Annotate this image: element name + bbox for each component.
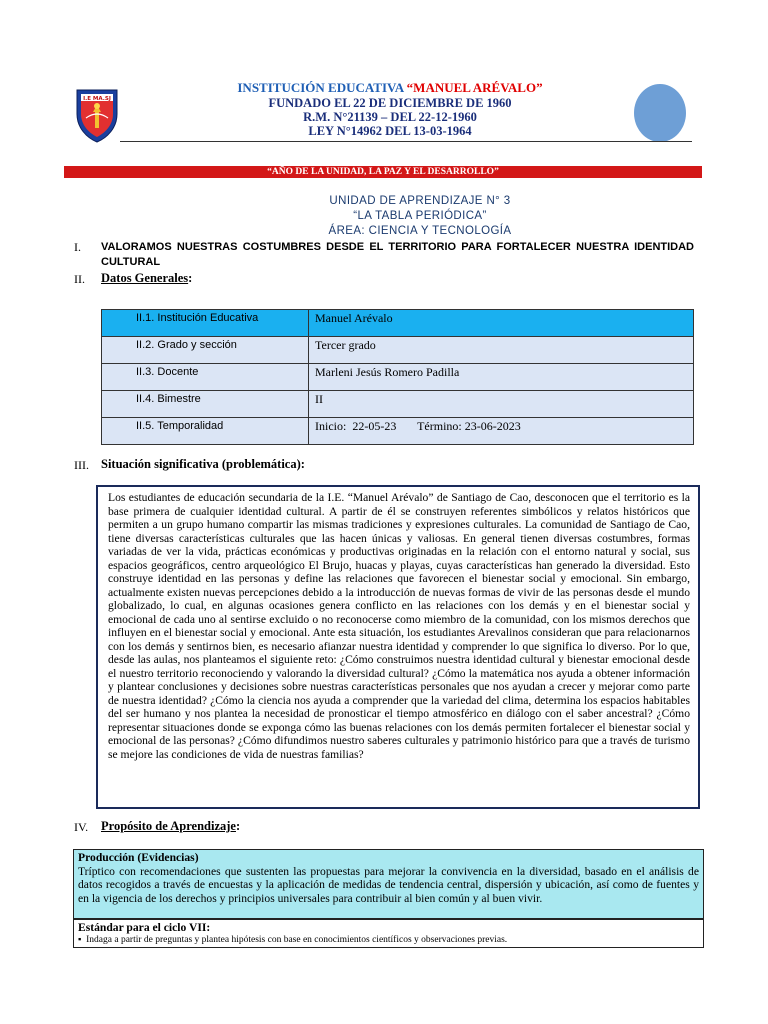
table-value: Inicio: 22-05-23 Término: 23-06-2023 <box>309 418 694 445</box>
standard-title: Estándar para el ciclo VII: <box>78 921 211 934</box>
table-label: II.5. Temporalidad <box>102 418 309 445</box>
table-row <box>102 337 694 364</box>
standard-item <box>78 934 699 947</box>
section4-colon: : <box>235 819 241 833</box>
section4-title: Propósito de Aprendizaje <box>101 819 236 833</box>
unit-area: ÁREA: CIENCIA Y TECNOLOGÍA <box>328 225 512 237</box>
section3-heading: Situación significativa (problemática): <box>101 457 305 471</box>
standard-box <box>73 919 704 948</box>
table-value: Marleni Jesús Romero Padilla <box>309 364 694 391</box>
year-banner: “AÑO DE LA UNIDAD, LA PAZ Y EL DESARROLLO” <box>64 166 702 178</box>
table-row <box>102 364 694 391</box>
table-label: II.1. Institución Educativa <box>102 310 309 337</box>
unit-number: UNIDAD DE APRENDIZAJE N° 3 <box>329 195 511 207</box>
rm-line: R.M. N°21139 – DEL 22-12-1960 <box>303 110 477 124</box>
table-value: Tercer grado <box>309 337 694 364</box>
table-label: II.2. Grado y sección <box>102 337 309 364</box>
table-row <box>102 418 694 445</box>
section4-number: IV. <box>74 820 89 834</box>
section1-heading: VALORAMOS NUESTRAS COSTUMBRES DESDE EL TERRITORIO PARA FORTALECER NUESTRA IDENTIDAD CULTURAL <box>101 241 694 268</box>
standard-item-text: Indaga a partir de preguntas y plantea hipótesis con base en conocimientos científicos y observaciones previas. <box>86 935 508 945</box>
table-row <box>102 391 694 418</box>
situation-text-box: Los estudiantes de educación secundaria de la I.E. “Manuel Arévalo” de Santiago de Cao, desconocen que el territorio es la base primera de cualquier identidad cultural. A partir de él se construyen referentes simbólicos y relatos históricos que permiten a un grupo humano compartir las mismas tradiciones y expresiones culturales. La comunidad de Santiago de Cao, tiene diversas características culturales que las hacen únicas y valiosas. En general tienen diversas costumbres, formas variadas de ver la vida, prácticas económicas y productivas originadas en la relación con el entorno natural y social, sus espacios geográficos, centro arqueológico El Brujo, huacas y playas, cuyas características han generado la diversidad. Esto construye identidad en las personas y define las relaciones que favorecen el bienestar social y emocional. Sin embargo, actualmente existen nuevas percepciones debido a la introducción de nuevas formas de vivir de las personas desde el mundo globalizado, lo cual, en algunas ocasiones genera conflicto en las relaciones con los demás y en el bienestar social y emocional de cada uno al sentirse excluido o no reconocerse como miembro de la comunidad, con los mismos derechos que influyen en el bienestar social y emocional. Ante esta situación, los estudiantes Arevalinos consideran que para relacionarnos con los demás y sentirnos bien, es necesario afianzar nuestra identidad y comprender lo que significa lo diverso. Por lo que, desde las aulas, nos planteamos el siguiente reto: ¿Cómo construimos nuestra identidad cultural y bienestar emocional desde el nuestro territorio reconociendo y valorando la diversidad cultural? ¿Cómo la matemática nos ayuda a obtener información y plantear conclusiones y decisiones sobre nuestras características personales que nos ayudan a crecer y mejorar como parte de nuestra identidad? ¿Cómo la ciencia nos ayuda a comprender que la variedad del clima, determina los espacios habitables del ser humano y nos plantea la necesidad de pronosticar el tiempo atmosférico en diálogo con el saber ancestral? ¿Cómo representar situaciones donde se exponga cómo las buenas relaciones con los demás permiten fortalecer el bienestar social y emocional de las personas? ¿Cómo difundimos nuestro saberes culturales y patrimonio histórico para que a través de turismo se mejore las condiciones de vida de nuestras familias? <box>96 485 700 809</box>
section3-number: III. <box>74 458 89 472</box>
section4-heading <box>101 819 240 834</box>
table-value: II <box>309 391 694 418</box>
unit-title: “LA TABLA PERIÓDICA” <box>353 210 487 222</box>
section2-title: Datos Generales <box>101 271 189 285</box>
section2-number: II. <box>74 272 85 286</box>
ley-line: LEY N°14962 DEL 13-03-1964 <box>308 124 472 138</box>
table-label: II.4. Bimestre <box>102 391 309 418</box>
founded-line: FUNDADO EL 22 DE DICIEMBRE DE 1960 <box>268 96 512 110</box>
production-box <box>73 849 704 919</box>
section2-heading <box>101 271 192 286</box>
bullet-icon: ▪ <box>78 935 82 945</box>
table-label: II.3. Docente <box>102 364 309 391</box>
blue-circle-shape <box>634 84 686 142</box>
general-data-table <box>101 309 694 445</box>
institution-prefix: INSTITUCIÓN EDUCATIVA <box>237 80 407 95</box>
section2-colon: : <box>188 271 193 285</box>
institution-name: “MANUEL ARÉVALO” <box>406 80 543 95</box>
production-text: Tríptico con recomendaciones que sustenten las propuestas para mejorar la convivencia en la diversidad, basado en el análisis de datos recogidos a través de encuestas y la aplicación de medidas de tendencia central, dispersión y ubicación, así como de fuentes y en la vigencia de los derechos y principios universales para contribuir al bien común y al buen vivir. <box>78 864 699 905</box>
table-row <box>102 310 694 337</box>
institution-title <box>150 80 630 95</box>
section1-number: I. <box>74 240 81 254</box>
production-title: Producción (Evidencias) <box>78 851 199 864</box>
svg-text:I.E MA.SJ: I.E MA.SJ <box>83 96 111 102</box>
table-value: Manuel Arévalo <box>309 310 694 337</box>
header-divider <box>120 141 692 142</box>
school-crest-logo <box>74 88 120 144</box>
